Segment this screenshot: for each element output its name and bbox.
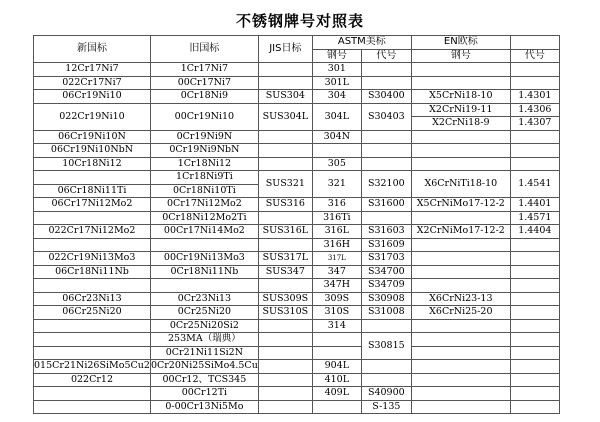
cell-en-code: 1.4404 — [510, 225, 559, 239]
cell-old: 00Cr17Ni7 — [150, 76, 258, 90]
cell-old: 0Cr25Ni20Si2 — [150, 319, 258, 333]
cell-astm: 316L — [312, 225, 361, 239]
table-row — [34, 103, 560, 117]
table-row — [34, 292, 560, 306]
table-row — [34, 225, 560, 239]
cell-en-code — [510, 157, 559, 171]
cell-new: 022Cr19Ni13Mo3 — [34, 252, 151, 266]
cell-astm: 304N — [312, 130, 361, 144]
cell-old — [150, 279, 258, 293]
cell-en: X6CrNiTi18-10 — [411, 171, 510, 198]
cell-en-code — [510, 373, 559, 387]
cell-uns: S34709 — [361, 279, 411, 293]
table-row — [34, 346, 560, 360]
cell-en — [411, 144, 510, 158]
cell-en-code — [510, 400, 559, 414]
table-row — [34, 63, 560, 77]
cell-astm: 347H — [312, 279, 361, 293]
cell-new — [34, 333, 151, 347]
cell-jis: SUS304 — [258, 90, 312, 104]
cell-uns — [361, 373, 411, 387]
cell-en — [411, 346, 510, 360]
cell-jis — [258, 346, 312, 360]
cell-en — [411, 265, 510, 279]
cell-jis — [258, 63, 312, 77]
cell-astm: 317L — [312, 252, 361, 266]
cell-jis: SUS310S — [258, 306, 312, 320]
cell-new: 06Cr17Ni12Mo2 — [34, 198, 151, 212]
cell-uns: S32100 — [361, 171, 411, 198]
cell-new: 06Cr19Ni10NbN — [34, 144, 151, 158]
cell-old: 0Cr18Ni11Nb — [150, 265, 258, 279]
cell-uns — [361, 360, 411, 374]
cell-new: 022Cr12 — [34, 373, 151, 387]
table-row — [34, 130, 560, 144]
cell-astm: 316 — [312, 198, 361, 212]
cell-en: X6CrNi23-13 — [411, 292, 510, 306]
table-row — [34, 252, 560, 266]
cell-uns: S31008 — [361, 306, 411, 320]
table-row — [34, 400, 560, 414]
cell-new — [34, 211, 151, 225]
cell-jis — [258, 387, 312, 401]
cell-en — [411, 400, 510, 414]
cell-jis: SUS347 — [258, 265, 312, 279]
cell-new: 06Cr19Ni10 — [34, 90, 151, 104]
cell-en — [411, 360, 510, 374]
cell-new: 015Cr21Ni26SiMo5Cu2 — [34, 360, 150, 372]
steel-grade-table — [33, 35, 560, 414]
cell-astm: 316Ti — [312, 211, 361, 225]
cell-jis — [258, 400, 312, 414]
cell-uns: S31600 — [361, 198, 411, 212]
cell-astm: 314 — [312, 319, 361, 333]
cell-old: 00Cr19Ni13Mo3 — [150, 252, 258, 266]
cell-en: X6CrNi25-20 — [411, 306, 510, 320]
cell-old: 0Cr19Ni9N — [150, 130, 258, 144]
cell-jis — [258, 238, 312, 252]
cell-new: 12Cr17Ni7 — [34, 63, 151, 77]
header-astm-grade: 钢号 — [312, 49, 361, 63]
header-en: EN欧标 — [411, 36, 510, 50]
cell-astm: 321 — [312, 171, 361, 198]
cell-new: 022Cr19Ni10 — [34, 103, 151, 130]
cell-uns: S34700 — [361, 265, 411, 279]
cell-jis — [258, 373, 312, 387]
cell-uns: S40900 — [361, 387, 411, 401]
cell-old: 00Cr19Ni10 — [150, 103, 258, 130]
cell-en-code — [510, 319, 559, 333]
cell-en-code — [510, 130, 559, 144]
cell-en-code — [510, 306, 559, 320]
cell-old: 1Cr18Ni12 — [150, 157, 258, 171]
header-old-gb: 旧国标 — [150, 36, 258, 63]
cell-en-code — [510, 265, 559, 279]
cell-en-code: 1.4306 — [510, 103, 559, 117]
table-row — [34, 171, 560, 185]
cell-en-code — [510, 292, 559, 306]
cell-old: 0Cr17Ni12Mo2 — [150, 198, 258, 212]
header-row-1 — [34, 36, 560, 50]
cell-jis: SUS316L — [258, 225, 312, 239]
cell-astm: 316H — [312, 238, 361, 252]
cell-astm: 347 — [312, 265, 361, 279]
cell-astm — [312, 333, 361, 347]
cell-jis — [258, 144, 312, 158]
cell-jis — [258, 157, 312, 171]
table-row — [34, 157, 560, 171]
table-row — [34, 238, 560, 252]
cell-astm — [312, 400, 361, 414]
cell-jis: SUS309S — [258, 292, 312, 306]
cell-uns: S30400 — [361, 90, 411, 104]
cell-en-code — [510, 333, 559, 347]
cell-new — [34, 346, 151, 360]
cell-en — [411, 333, 510, 347]
table-row — [34, 76, 560, 90]
cell-uns: S30403 — [361, 103, 411, 130]
cell-old: 00Cr17Ni14Mo2 — [150, 225, 258, 239]
header-en-grade: 钢号 — [411, 49, 510, 63]
cell-jis: SUS321 — [258, 171, 312, 198]
cell-en-code — [510, 144, 559, 158]
cell-new: 06Cr18Ni11Nb — [34, 265, 151, 279]
cell-en: X2CrNiMo17-12-2 — [411, 225, 510, 239]
cell-jis — [258, 333, 312, 347]
cell-old: 0-00Cr13Ni5Mo — [150, 400, 258, 414]
cell-en — [411, 211, 510, 225]
cell-new — [34, 279, 151, 293]
cell-en — [411, 319, 510, 333]
table-row — [34, 265, 560, 279]
cell-uns: S31609 — [361, 238, 411, 252]
cell-old: 00Cr12Ti — [150, 387, 258, 401]
cell-new: 06Cr18Ni11Ti — [34, 184, 151, 198]
table-row — [34, 373, 560, 387]
cell-old: 253MA（瑞典） — [150, 333, 258, 347]
cell-jis — [258, 319, 312, 333]
cell-new — [34, 387, 151, 401]
cell-astm: 304L — [312, 103, 361, 130]
table-row — [34, 198, 560, 212]
cell-en-code: 1.4541 — [510, 171, 559, 198]
cell-uns — [361, 76, 411, 90]
table-row — [34, 144, 560, 158]
cell-new: 06Cr23Ni13 — [34, 292, 151, 306]
cell-astm: 301L — [312, 76, 361, 90]
cell-new — [34, 400, 151, 414]
cell-en-code — [510, 279, 559, 293]
cell-uns: S31603 — [361, 225, 411, 239]
header-en-code: 代号 — [510, 49, 559, 63]
cell-new — [34, 238, 151, 252]
cell-old — [150, 238, 258, 252]
cell-en-code — [510, 238, 559, 252]
cell-en — [411, 279, 510, 293]
cell-new: 022Cr17Ni7 — [34, 76, 151, 90]
cell-jis — [258, 76, 312, 90]
cell-en — [411, 63, 510, 77]
cell-astm: 904L — [312, 360, 361, 374]
cell-en: X5CrNiMo17-12-2 — [411, 198, 510, 212]
cell-en-code — [510, 360, 559, 374]
cell-jis — [258, 279, 312, 293]
cell-en — [411, 157, 510, 171]
header-jis: JIS日标 — [258, 36, 312, 63]
cell-uns — [361, 211, 411, 225]
header-new-gb: 新国标 — [34, 36, 151, 63]
cell-old: 0Cr18Ni10Ti — [150, 184, 258, 198]
cell-astm: 304 — [312, 90, 361, 104]
table-row — [34, 90, 560, 104]
cell-uns: S31703 — [361, 252, 411, 266]
cell-new: 06Cr19Ni10N — [34, 130, 151, 144]
header-astm: ASTM美标 — [312, 36, 411, 50]
cell-en: X2CrNi19-11 — [411, 103, 510, 117]
table-row — [34, 306, 560, 320]
cell-astm: 310S — [312, 306, 361, 320]
cell-old: 0Cr18Ni9 — [150, 90, 258, 104]
cell-jis — [258, 211, 312, 225]
cell-jis: SUS316 — [258, 198, 312, 212]
cell-old: 0Cr23Ni13 — [150, 292, 258, 306]
cell-astm — [312, 346, 361, 360]
cell-new — [34, 319, 151, 333]
cell-astm — [312, 144, 361, 158]
cell-uns — [361, 319, 411, 333]
cell-en-code — [510, 76, 559, 90]
cell-en-code — [510, 387, 559, 401]
cell-jis — [258, 130, 312, 144]
cell-old: 1Cr18Ni9Ti — [150, 171, 258, 185]
cell-en-code — [510, 63, 559, 77]
cell-uns — [361, 157, 411, 171]
cell-en-code: 1.4401 — [510, 198, 559, 212]
cell-old: 1Cr17Ni7 — [150, 63, 258, 77]
cell-en-code — [510, 346, 559, 360]
cell-jis: SUS304L — [258, 103, 312, 130]
cell-en — [411, 373, 510, 387]
cell-uns — [361, 144, 411, 158]
cell-en — [411, 387, 510, 401]
table-row — [34, 279, 560, 293]
cell-en — [411, 238, 510, 252]
table-row — [34, 333, 560, 347]
cell-en: X5CrNi18-10 — [411, 90, 510, 104]
cell-en — [411, 76, 510, 90]
table-row — [34, 360, 560, 374]
cell-en — [411, 252, 510, 266]
cell-en-code: 1.4301 — [510, 90, 559, 104]
cell-astm: 305 — [312, 157, 361, 171]
cell-new: 022Cr17Ni12Mo2 — [34, 225, 151, 239]
header-en-blank — [510, 36, 559, 50]
cell-en-code: 1.4571 — [510, 211, 559, 225]
cell-old: 0Cr18Ni12Mo2Ti — [150, 211, 258, 225]
cell-jis: SUS317L — [258, 252, 312, 266]
cell-uns — [361, 63, 411, 77]
cell-old: 0Cr25Ni20 — [150, 306, 258, 320]
cell-old: 0Cr20Ni25SiMo4.5Cu — [150, 360, 258, 372]
table-row — [34, 319, 560, 333]
table-row — [34, 387, 560, 401]
cell-jis — [258, 360, 312, 374]
cell-en — [411, 130, 510, 144]
cell-astm: 309S — [312, 292, 361, 306]
cell-en: X2CrNi18-9 — [411, 117, 510, 131]
cell-new — [34, 171, 151, 185]
table-row — [34, 211, 560, 225]
header-astm-code: 代号 — [361, 49, 411, 63]
cell-old: 0Cr19Ni9NbN — [150, 144, 258, 158]
cell-old: 00Cr12、TCS345 — [150, 373, 258, 387]
cell-new: 10Cr18Ni12 — [34, 157, 151, 171]
cell-uns — [361, 130, 411, 144]
cell-astm: 410L — [312, 373, 361, 387]
cell-astm: 301 — [312, 63, 361, 77]
cell-new: 06Cr25Ni20 — [34, 306, 151, 320]
cell-uns: S30815 — [361, 333, 411, 360]
page-title: 不锈钢牌号对照表 — [235, 12, 364, 30]
cell-en-code: 1.4307 — [510, 117, 559, 131]
cell-astm: 409L — [312, 387, 361, 401]
cell-old: 0Cr21Ni11Si2N — [150, 346, 258, 360]
cell-en-code — [510, 252, 559, 266]
cell-uns: S-135 — [361, 400, 411, 414]
cell-uns: S30908 — [361, 292, 411, 306]
